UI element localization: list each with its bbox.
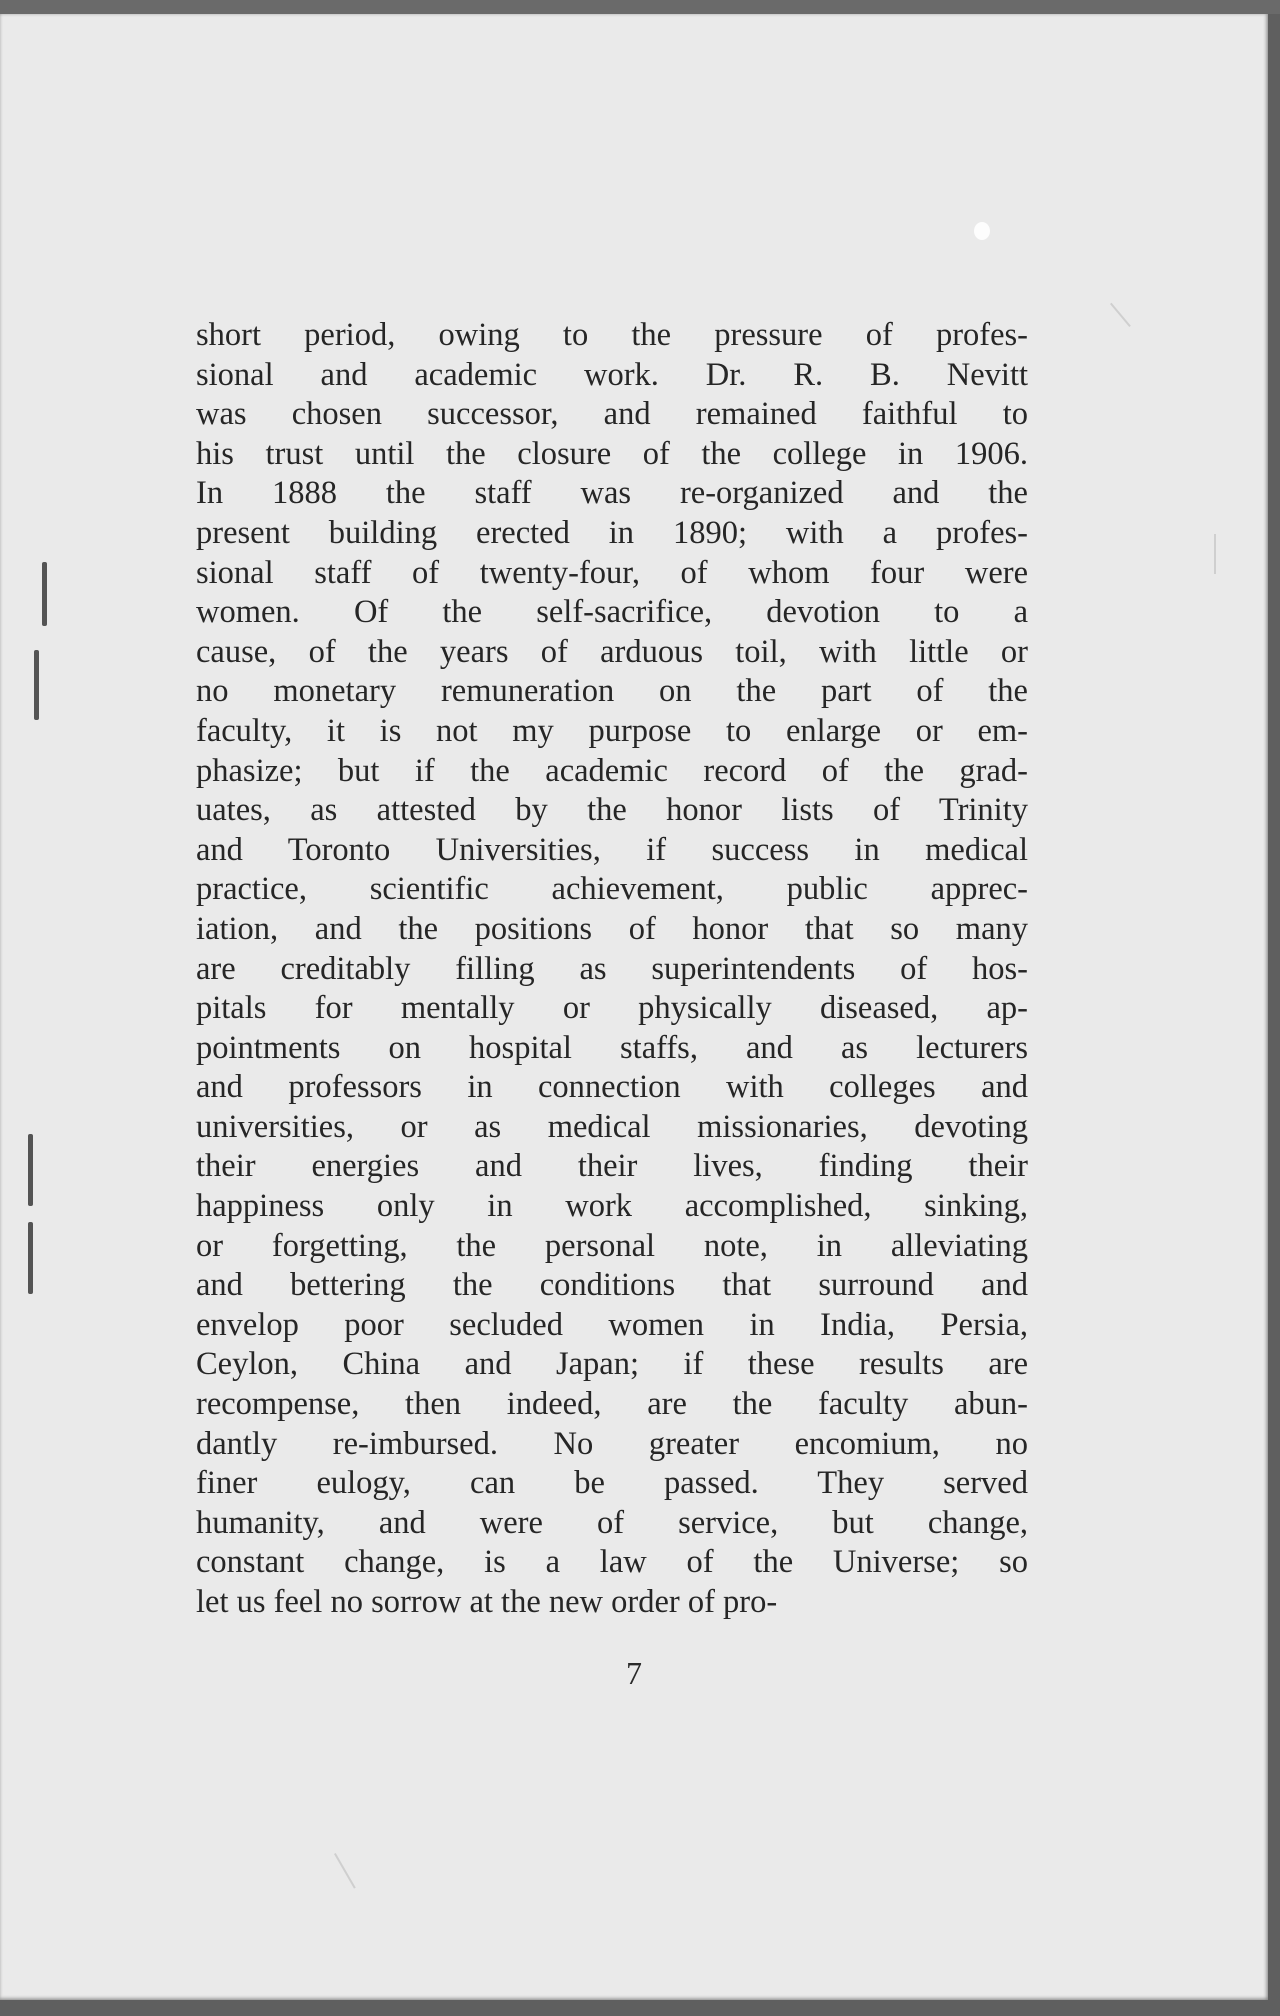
document-page (0, 14, 1268, 2000)
text-line: sional and academic work. Dr. R. B. Nevitt (196, 356, 1028, 393)
body-text (196, 316, 1028, 1623)
text-line: universities, or as medical missionaries, devoting (196, 1108, 1028, 1145)
text-line: are creditably filling as superintendents of hos- (196, 950, 1028, 987)
text-line: finer eulogy, can be passed. They served (196, 1465, 1028, 1502)
text-line: dantly re-imbursed. No greater encomium, no (196, 1425, 1028, 1462)
text-line: present building erected in 1890; with a profes- (196, 514, 1028, 551)
binding-mark (28, 1222, 33, 1294)
text-line: or forgetting, the personal note, in alleviating (196, 1227, 1028, 1264)
text-line: happiness only in work accomplished, sinking, (196, 1188, 1028, 1225)
text-line: and bettering the conditions that surround and (196, 1267, 1028, 1304)
scan-scratch (334, 1853, 356, 1889)
scan-speck (974, 222, 990, 240)
scan-top-edge (0, 0, 1280, 14)
binding-mark (28, 1134, 33, 1206)
text-line: pitals for mentally or physically diseased, ap- (196, 990, 1028, 1027)
text-line: constant change, is a law of the Universe; so (196, 1544, 1028, 1581)
text-line: cause, of the years of arduous toil, with little or (196, 633, 1028, 670)
text-line: and Toronto Universities, if success in medical (196, 831, 1028, 868)
text-line: let us feel no sorrow at the new order of pro- (196, 1584, 778, 1620)
text-line: short period, owing to the pressure of profes- (196, 317, 1028, 353)
text-line: pointments on hospital staffs, and as lecturers (196, 1029, 1028, 1066)
text-line: phasize; but if the academic record of the grad- (196, 752, 1028, 789)
text-line: their energies and their lives, finding their (196, 1148, 1028, 1185)
text-line: no monetary remuneration on the part of the (196, 673, 1028, 710)
text-line: his trust until the closure of the college in 1906. (196, 435, 1028, 472)
text-line: recompense, then indeed, are the faculty abun- (196, 1386, 1028, 1423)
text-line: uates, as attested by the honor lists of Trinity (196, 792, 1028, 829)
text-line: envelop poor secluded women in India, Persia, (196, 1306, 1028, 1343)
text-line: iation, and the positions of honor that so many (196, 910, 1028, 947)
text-line: faculty, it is not my purpose to enlarge or em- (196, 712, 1028, 749)
scan-scratch (1214, 534, 1216, 574)
scan-scratch (1110, 303, 1131, 327)
text-line: was chosen successor, and remained faithful to (196, 396, 1028, 433)
text-line: sional staff of twenty-four, of whom four were (196, 554, 1028, 591)
binding-mark (42, 562, 47, 626)
binding-mark (34, 650, 39, 720)
text-line: and professors in connection with colleges and (196, 1069, 1028, 1106)
text-line: practice, scientific achievement, public apprec- (196, 871, 1028, 908)
text-line: Ceylon, China and Japan; if these results are (196, 1346, 1028, 1383)
text-line: humanity, and were of service, but change, (196, 1504, 1028, 1541)
page-number: 7 (626, 1655, 642, 1691)
text-line: women. Of the self-sacrifice, devotion to a (196, 594, 1028, 631)
text-line: In 1888 the staff was re-organized and the (196, 475, 1028, 512)
